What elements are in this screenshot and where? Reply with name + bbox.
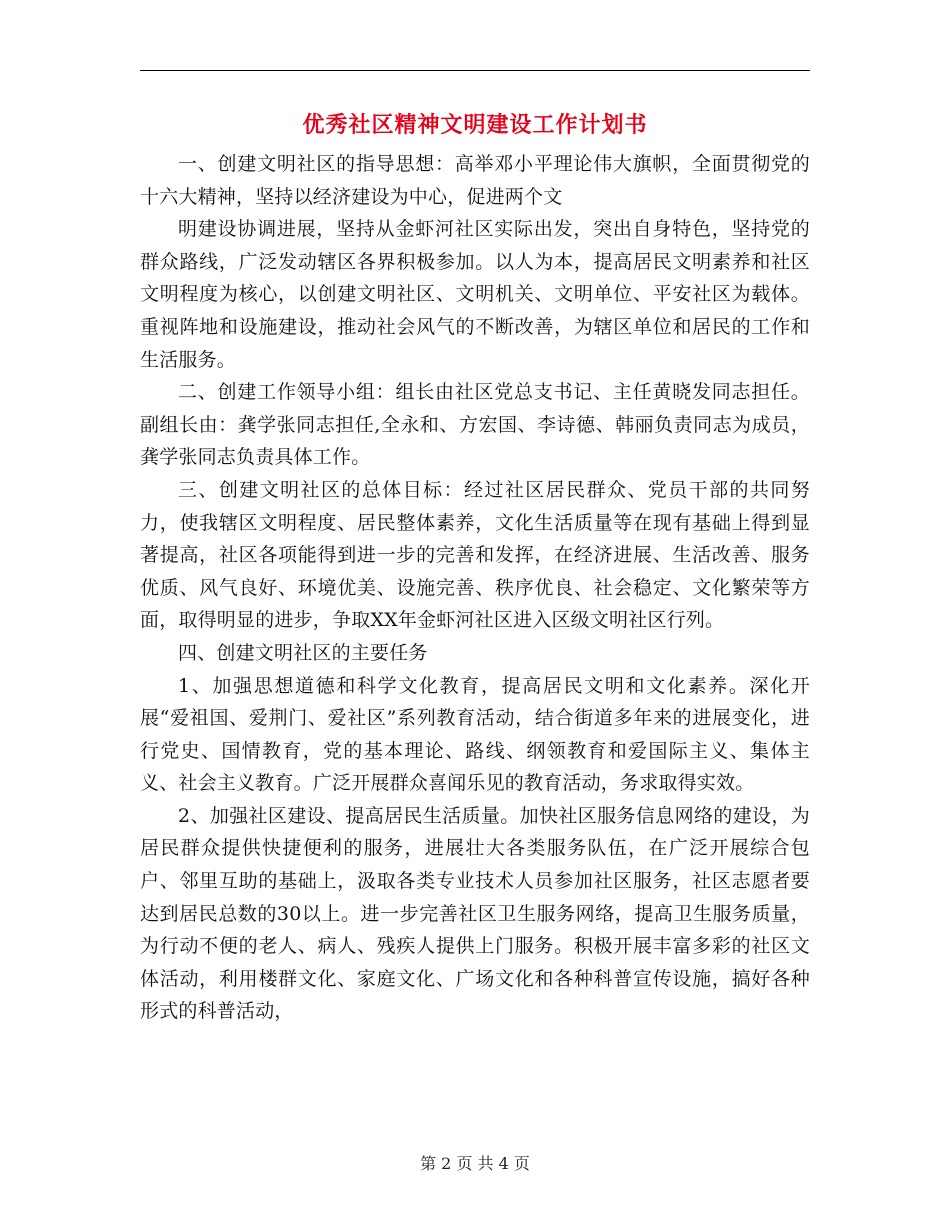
document-body [140, 148, 810, 1028]
paragraph-guiding-ideology: 一、创建文明社区的指导思想：高举邓小平理论伟大旗帜，全面贯彻党的十六大精神，坚持以经济建设为中心，促进两个文 [140, 153, 810, 208]
paragraph-task-2: 2、加强社区建设、提高居民生活质量。加快社区服务信息网络的建设，为居民群众提供快捷便利的服务，进展壮大各类服务队伍，在广泛开展综合包户、邻里互助的基础上，汲取各类专业技术人员参加社区服务，社区志愿者要达到居民总数的30以上。进一步完善社区卫生服务网络，提高卫生服务质量，为行动不便的老人、病人、残疾人提供上门服务。积极开展丰富多彩的社区文体活动，利用楼群文化、家庭文化、广场文化和各种科普宣传设施，搞好各种形式的科普活动， [140, 804, 810, 1023]
footer-suffix: 页 [513, 1154, 530, 1173]
header-rule [140, 70, 810, 71]
total-page-count: 4 [498, 1154, 509, 1173]
paragraph-task-1: 1、加强思想道德和科学文化教育，提高居民文明和文化素养。深化开展“爱祖国、爱荆门、爱社区”系列教育活动，结合街道多年来的进展变化，进行党史、国情教育，党的基本理论、路线、纲领教育和爱国际主义、集体主义、社会主义教育。广泛开展群众喜闻乐见的教育活动，务求取得实效。 [140, 674, 810, 795]
document-title: 优秀社区精神文明建设工作计划书 [302, 112, 648, 138]
paragraph-main-tasks-heading: 四、创建文明社区的主要任务 [178, 641, 428, 664]
current-page-number: 2 [441, 1154, 452, 1173]
page-footer [0, 1152, 950, 1176]
paragraph-guiding-ideology-continued: 明建设协调进展，坚持从金虾河社区实际出发，突出自身特色，坚持党的群众路线，广泛发动辖区各界积极参加。以人为本，提高居民文明素养和社区文明程度为核心，以创建文明社区、文明机关、文明单位、平安社区为载体。重视阵地和设施建设，推动社会风气的不断改善，为辖区单位和居民的工作和生活服务。 [140, 218, 810, 371]
paragraph-overall-goal: 三、创建文明社区的总体目标：经过社区居民群众、党员干部的共同努力，使我辖区文明程度、居民整体素养，文化生活质量等在现有基础上得到显著提高，社区各项能得到进一步的完善和发挥，在经济进展、生活改善、服务优质、风气良好、环境优美、设施完善、秩序优良、社会稳定、文化繁荣等方面，取得明显的进步，争取XX年金虾河社区进入区级文明社区行列。 [140, 478, 810, 632]
footer-prefix: 第 [420, 1154, 437, 1173]
paragraph-leadership-group: 二、创建工作领导小组：组长由社区党总支书记、主任黄晓发同志担任。副组长由：龚学张同志担任,全永和、方宏国、李诗德、韩丽负责同志为成员，龚学张同志负责具体工作。 [140, 381, 810, 469]
footer-middle: 页 共 [456, 1154, 494, 1173]
